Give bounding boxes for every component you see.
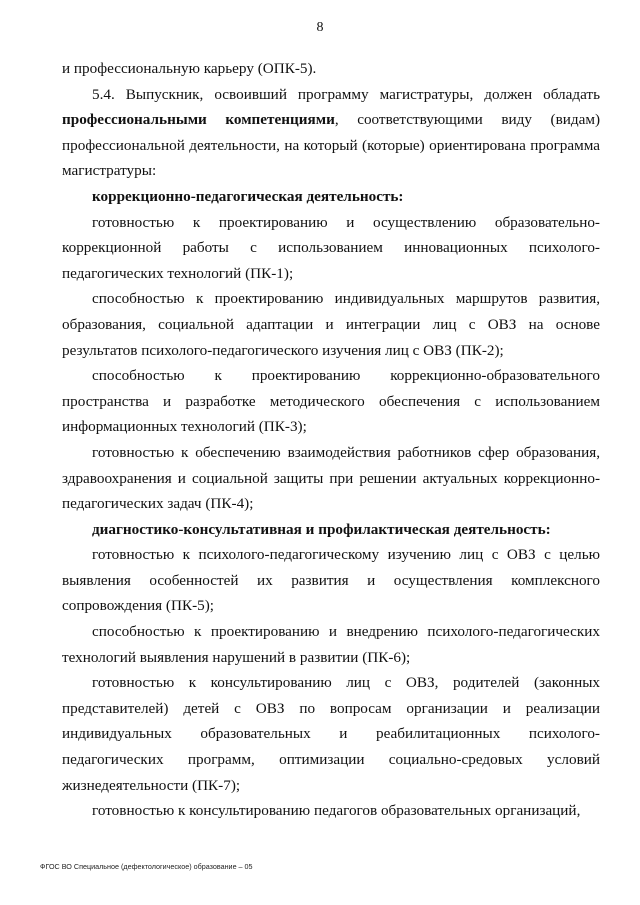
- competence-pk1: готовностью к проектированию и осуществлению образовательно-коррекционной работы с использованием инновационных психолого-педагогических технологий (ПК-1);: [62, 213, 600, 282]
- competence-pk7: готовностью к консультированию лиц с ОВЗ, родителей (законных представителей) детей с ОВЗ по вопросам организации и реализации индивидуальных образовательных и реабилитационных психолого-педагогических программ, оптимизации социально-средовых условий жизнедеятельности (ПК-7);: [62, 674, 600, 794]
- section-heading-diagnostic: диагностико-консультативная и профилактическая деятельность:: [92, 520, 551, 538]
- competence-pk2: способностью к проектированию индивидуальных маршрутов развития, образования, социальной адаптации и интеграции лиц с ОВЗ на основе результатов психолого-педагогического изучения лиц с ОВЗ (ПК-2);: [62, 290, 600, 359]
- page-footer: ФГОС ВО Специальное (дефектологическое) образование – 05: [40, 862, 253, 871]
- competence-pk6: способностью к проектированию и внедрению психолого-педагогических технологий выявления нарушений в развитии (ПК-6);: [62, 623, 600, 666]
- competence-pk8: готовностью к консультированию педагогов образовательных организаций,: [92, 802, 581, 820]
- competence-pk3: способностью к проектированию коррекционно-образовательного пространства и разработке методического обеспечения с использованием информационных технологий (ПК-3);: [62, 367, 600, 436]
- paragraph-opk5-continuation: и профессиональную карьеру (ОПК-5).: [62, 60, 317, 77]
- page-number: 8: [316, 20, 324, 35]
- paragraph-5-4-bold-term: профессиональными компетенциями: [62, 111, 335, 129]
- document-body: [62, 56, 600, 824]
- paragraph-5-4-rest: , соответствующими виду (видам) профессиональной деятельности, на который (которые) ориентирована программа магистратуры:: [62, 111, 601, 180]
- competence-pk5: готовностью к психолого-педагогическому изучению лиц с ОВЗ с целью выявления особенностей их развития и осуществления комплексного сопровождения (ПК-5);: [62, 546, 600, 615]
- section-heading-correctional: коррекционно-педагогическая деятельность:: [92, 187, 404, 205]
- paragraph-5-4-lead: 5.4. Выпускник, освоивший программу магистратуры, должен обладать: [92, 85, 600, 103]
- competence-pk4: готовностью к обеспечению взаимодействия работников сфер образования, здравоохранения и социальной защиты при решении актуальных коррекционно-педагогических задач (ПК-4);: [62, 443, 600, 513]
- paragraph-5-4: [62, 82, 600, 184]
